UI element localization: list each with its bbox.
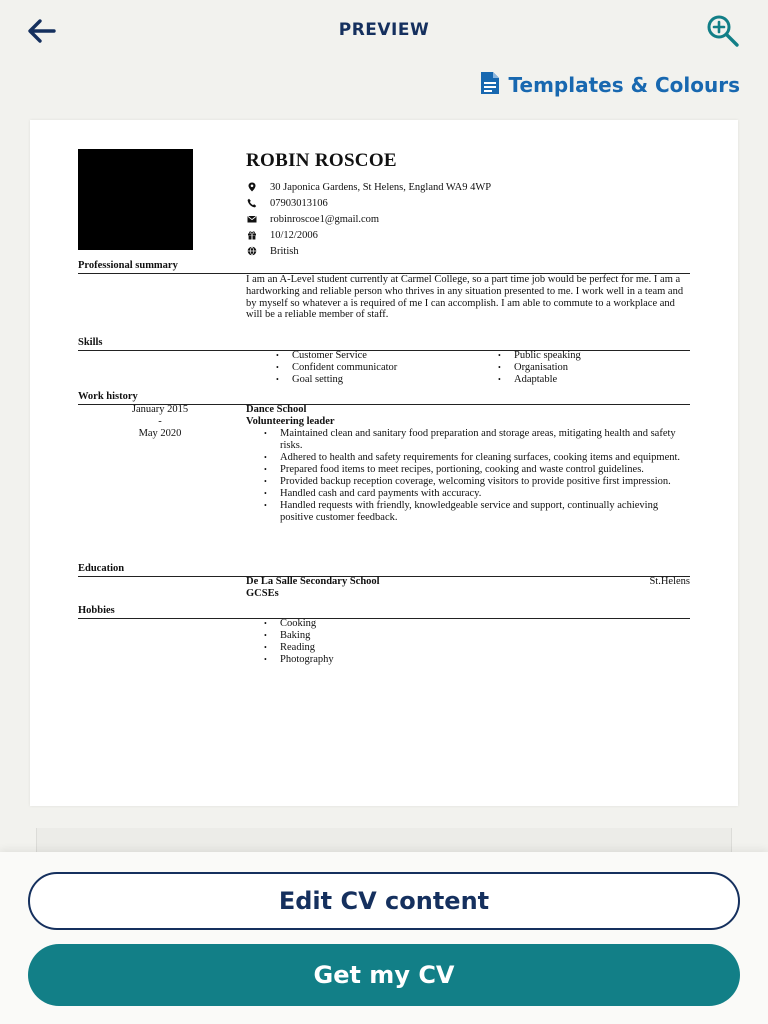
section-title-work-history: Work history — [78, 390, 690, 405]
education-entry — [246, 576, 380, 600]
work-duties-list — [246, 428, 692, 524]
templates-colours-link[interactable] — [479, 72, 740, 98]
list-item: • Provided backup reception coverage, welcoming visitors to provide positive first impression. — [246, 476, 692, 488]
location-pin-icon — [246, 181, 258, 193]
list-item: • Handled cash and card payments with accuracy. — [246, 488, 692, 500]
phone-icon — [246, 197, 258, 209]
work-dates — [100, 404, 220, 440]
list-item: • Customer Service — [258, 350, 478, 362]
list-item: • Baking — [246, 630, 546, 642]
list-item: • Prepared food items to meet recipes, portioning, cooking and waste control guidelines. — [246, 464, 692, 476]
list-item: • Organisation — [480, 362, 700, 374]
list-item: • Adaptable — [480, 374, 700, 386]
get-my-cv-button[interactable]: Get my CV — [28, 944, 740, 1006]
templates-colours-label: Templates & Colours — [508, 73, 740, 97]
skills-list-right — [480, 350, 700, 386]
zoom-in-icon[interactable] — [704, 12, 742, 50]
work-role: Volunteering leader — [246, 416, 335, 427]
edit-cv-content-button[interactable]: Edit CV content — [28, 872, 740, 930]
envelope-icon — [246, 213, 258, 225]
list-item: • Maintained clean and sanitary food preparation and storage areas, mitigating health and safety risks. — [246, 428, 692, 452]
education-qualification: GCSEs — [246, 588, 279, 599]
summary-text: I am an A-Level student currently at Carmel College, so a part time job would be perfect for me. I am a hardworking and reliable person who thrives in any situation presented to me. I work well in a team and by myself so whatever a is required of me I can accomplish. I am able to commute to a workplace and will be a reliable member of staff. — [246, 274, 684, 321]
contact-details — [246, 179, 491, 259]
list-item: • Photography — [246, 654, 546, 666]
section-title-skills: Skills — [78, 336, 690, 351]
skills-list-left — [258, 350, 478, 386]
top-bar — [0, 0, 768, 62]
hobbies-list — [246, 618, 546, 666]
section-title-education: Education — [78, 562, 690, 577]
list-item: • Adhered to health and safety requirements for cleaning surfaces, cooking items and equipment. — [246, 452, 692, 464]
contact-dob: 10/12/2006 — [246, 227, 491, 243]
section-title-summary: Professional summary — [78, 259, 690, 274]
work-employer: Dance School Volunteering leader — [246, 404, 335, 427]
gift-icon — [246, 229, 258, 241]
page-title: PREVIEW — [338, 20, 430, 40]
work-start-date: January 2015 — [131, 404, 189, 415]
list-item: • Goal setting — [258, 374, 478, 386]
document-icon — [479, 71, 501, 100]
contact-address: 30 Japonica Gardens, St Helens, England WA9 4WP — [246, 179, 491, 195]
list-item: • Public speaking — [480, 350, 700, 362]
list-item: • Cooking — [246, 618, 546, 630]
list-item: • Reading — [246, 642, 546, 654]
work-date-separator: - — [158, 416, 162, 427]
education-school: De La Salle Secondary School — [246, 576, 380, 587]
cv-name: ROBIN ROSCOE — [246, 150, 397, 171]
cv-preview-page — [30, 120, 738, 806]
contact-email: robinroscoe1@gmail.com — [246, 211, 491, 227]
contact-phone: 07903013106 — [246, 195, 491, 211]
globe-icon — [246, 245, 258, 257]
education-location: St.Helens — [649, 576, 690, 587]
work-end-date: May 2020 — [138, 428, 182, 439]
list-item: • Confident communicator — [258, 362, 478, 374]
bottom-action-panel — [0, 852, 768, 1024]
profile-photo — [78, 149, 193, 250]
list-item: • Handled requests with friendly, knowledgeable service and support, continually achieving positive customer feedback. — [246, 500, 692, 524]
contact-nationality: British — [246, 243, 491, 259]
section-title-hobbies: Hobbies — [78, 604, 690, 619]
